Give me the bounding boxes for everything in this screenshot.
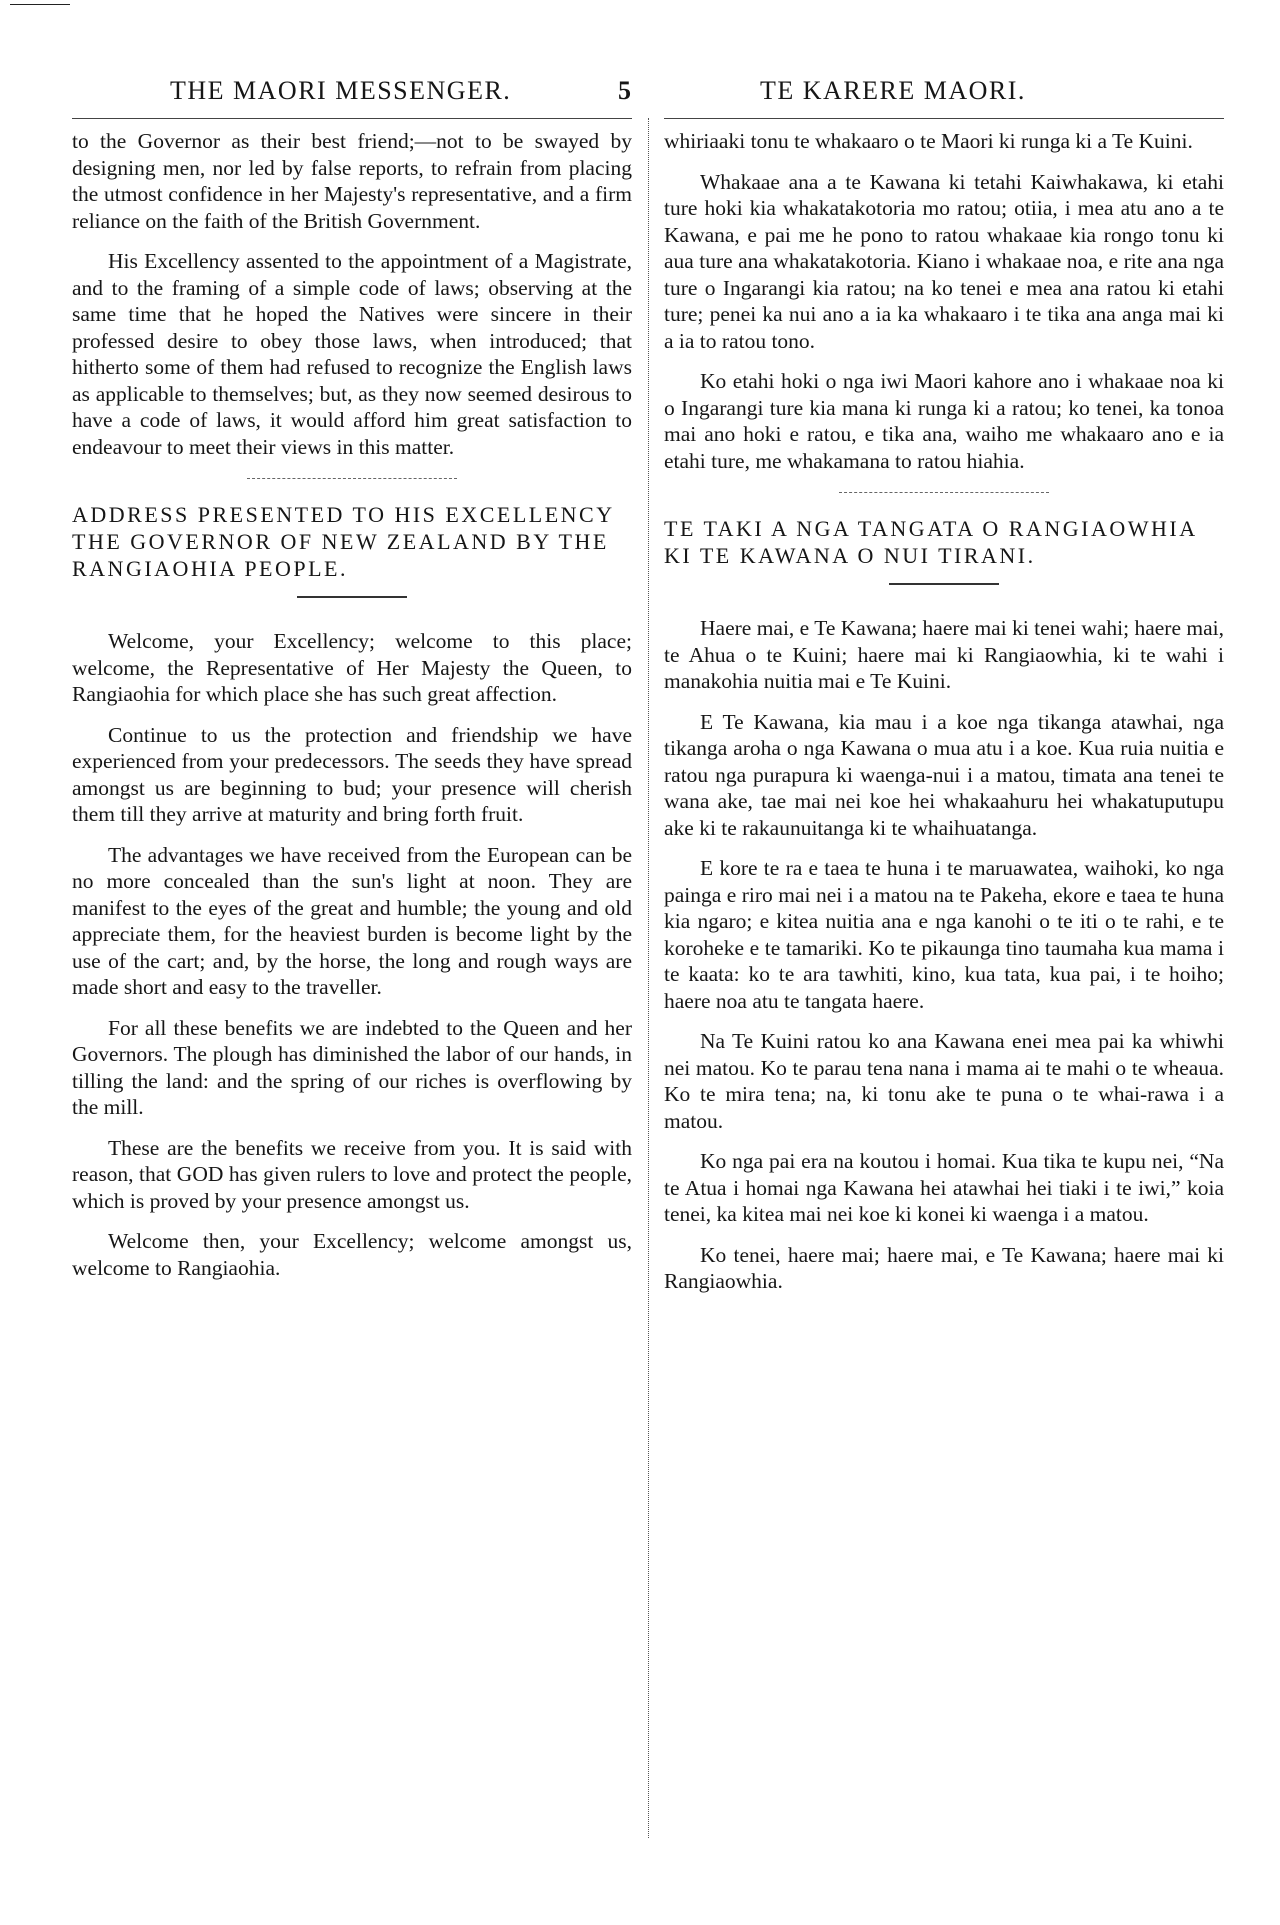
top-rule (10, 4, 70, 5)
header-rule-right (664, 118, 1224, 119)
heading-rule (889, 583, 999, 585)
english-paragraph: Continue to us the protection and friendship we have experienced from your predecessors. The seeds they have spread amongst us are beginning to bud; your presence will cherish them till they arrive at maturity and bring forth fruit. (72, 722, 632, 826)
maori-paragraph: Ko nga pai era na koutou i homai. Kua tika te kupu nei, “Na te Atua i homai nga Kawana hei atawhai hei tiaki i te iwi,” koia tenei, ka kitea mai nei koe ki konei ki waenga i a matou. (664, 1149, 1224, 1226)
page-number: 5 (618, 76, 633, 105)
english-paragraph: The advantages we have received from the European can be no more concealed than the sun's light at noon. They are manifest to the eyes of the great and humble; the young and old appreciate them, for the heaviest burden is become light by the use of the cart; and, by the horse, the long and rough ways are made short and easy to the traveller. (72, 842, 632, 999)
header-english-title: THE MAORI MESSENGER. (170, 76, 512, 105)
english-column (72, 128, 632, 1295)
section-divider (839, 492, 1049, 493)
english-paragraph: Welcome, your Excellency; welcome to this place; welcome, the Representative of Her Majesty the Queen, to Rangiaohia for which place she has such great affection. (72, 629, 632, 706)
maori-paragraph: Ko etahi hoki o nga iwi Maori kahore ano i whakaae noa ki o Ingarangi ture kia mana ki runga ki a ratou; ko tenei, ka tonoa mai ano hoki e ratou, e tika ana, waiho me whakaaro ano e ia etahi ture, me whakamana to ratou hiahia. (664, 369, 1224, 473)
maori-paragraph: E kore te ra e taea te huna i te maruawatea, waihoki, ko nga painga e riro mai nei i a matou na te Pakeha, ekore e taea te huna kia ngaro; e kitea nuitia ana e nga kanohi o te iti o te rahi, e te koroheke e te tamariki. Ko te pikaunga tino taumaha kua mama i te kaata: ko te ara tawhiti, kino, kua tata, kua pai, i te hoiho; haere noa atu te tangata haere. (664, 856, 1224, 1013)
maori-paragraph: Haere mai, e Te Kawana; haere mai ki tenei wahi; haere mai, te Ahua o te Kuini; haere mai ki Rangiaowhia, ki te wahi i manakohia nuitia mai e Te Kuini. (664, 616, 1224, 693)
english-paragraph: to the Governor as their best friend;—not to be swayed by designing men, nor led by false reports, to refrain from placing the utmost confidence in her Majesty's representative, and a firm reliance on the faith of the British Government. (72, 129, 632, 233)
header-rule-left (72, 118, 632, 119)
english-paragraph: His Excellency assented to the appointment of a Magistrate, and to the framing of a simple code of laws; observing at the same time that he hoped the Natives were sincere in their professed desire to obey those laws, when introduced; that hitherto some of them had refused to recognize the English laws as applicable to themselves; but, as they now seemed desirous to have a code of laws, it would afford him great satisfaction to endeavour to meet their views in this matter. (72, 249, 632, 459)
maori-paragraph: Ko tenei, haere mai; haere mai, e Te Kawana; haere mai ki Rangiaowhia. (664, 1242, 1224, 1293)
english-paragraph: Welcome then, your Excellency; welcome amongst us, welcome to Rangiaohia. (72, 1229, 632, 1280)
maori-paragraph: whiriaaki tonu te whakaaro o te Maori ki runga ki a Te Kuini. (664, 129, 1193, 153)
column-divider (648, 118, 649, 1838)
header-maori-title: TE KARERE MAORI. (760, 76, 1026, 105)
heading-rule (297, 596, 407, 598)
english-paragraph: For all these benefits we are indebted to the Queen and her Governors. The plough has diminished the labor of our hands, in tilling the land: and the spring of our riches is overflowing by the mill. (72, 1015, 632, 1119)
english-paragraph: These are the benefits we receive from you. It is said with reason, that GOD has given rulers to love and protect the people, which is proved by your presence amongst us. (72, 1135, 632, 1213)
maori-column (664, 128, 1224, 1309)
maori-paragraph: Na Te Kuini ratou ko ana Kawana enei mea pai ka whiwhi nei matou. Ko te parau tena nana i mama ai te mahi o te wheaua. Ko te mira tena; na, ki tonu ake te puna o te whai-rawa i a matou. (664, 1029, 1224, 1133)
maori-paragraph: E Te Kawana, kia mau i a koe nga tikanga atawhai, nga tikanga aroha o nga Kawana o mua atu i a koe. Kua ruia nuitia e ratou nga purapura ki waenga-nui i a matou, timata ana tenei te wana ake, tae mai nei koe hei whakaahuru hei whakatuputupu ake ki te rakaunuitanga ki te whaihuatanga. (664, 709, 1224, 840)
section-divider (247, 478, 457, 479)
english-article-heading: ADDRESS PRESENTED TO HIS EXCELLENCY THE GOVERNOR OF NEW ZEALAND BY THE RANGIAOHIA PEOPLE. (72, 502, 614, 581)
page-header (0, 76, 1280, 116)
maori-article-heading: TE TAKI A NGA TANGATA O RANGIAOWHIA KI TE KAWANA O NUI TIRANI. (664, 516, 1197, 568)
maori-paragraph: Whakaae ana a te Kawana ki tetahi Kaiwhakawa, ki etahi ture hoki kia whakatakotoria mo ratou; otiia, i mea atu ano a te Kawana, e pai me he pono to ratou whakaae kia rongo tonu ki aua ture ana whakatakotoria. Kiano i whakaae noa, e rite ana nga ture o Ingarangi kia ratou; na ko tenei e mea ana ratou ki etahi ture; penei ka nui ano a ia ka whakaaro i te tika ana anga mai ki a ia to ratou tono. (664, 169, 1224, 353)
